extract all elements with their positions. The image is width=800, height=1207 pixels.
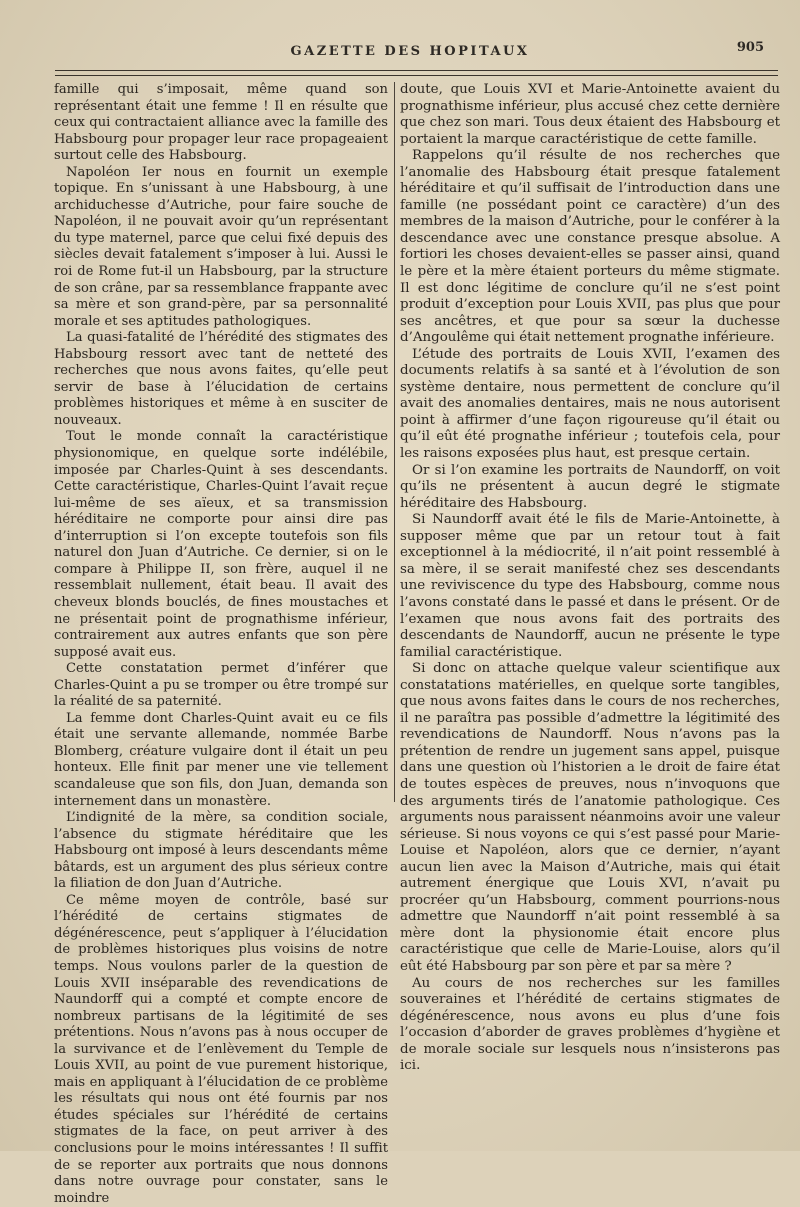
paragraph: Si Naundorff avait été le fils de Marie-Antoinette, à supposer même que par un retour tout à fait exceptionnel à la médiocrité, il n’ait point ressemblé à sa mère, il se serait manifesté chez ses descendants une reviviscence du type des Habsbourg, comme nous l’avons constaté dans le passé et dans le présent. Or de l’examen que nous avons fait des portraits des descendants de Naundorff, aucun ne présente le type familial caractéristique.	[400, 512, 780, 660]
paragraph: famille qui s’imposait, même quand son représentant était une femme ! Il en résulte que ceux qui contractaient alliance avec la famille des Habsbourg pour propager leur race propageaient surtout celle des Habsbourg.	[54, 82, 388, 164]
left-column	[54, 82, 388, 1207]
paragraph: L’étude des portraits de Louis XVII, l’examen des documents relatifs à sa santé et à l’évolution de son système dentaire, nous permettent de conclure qu’il avait des anomalies dentaires, mais ne nous autorisent point à affirmer d’une façon rigoureuse qu’il était ou qu’il eût été prognathe inférieur ; toutefois cela, pour les raisons exposées plus haut, est presque certain.	[400, 346, 780, 462]
header-rule-secondary	[55, 75, 778, 76]
paragraph: Or si l’on examine les portraits de Naundorff, on voit qu’ils ne présentent à aucun degré le stigmate héréditaire des Habsbourg.	[400, 462, 780, 511]
column-divider	[394, 82, 395, 802]
paragraph: Rappelons qu’il résulte de nos recherches que l’anomalie des Habsbourg était presque fatalement héréditaire et qu’il suffisait de l’introduction dans une famille (ne possédant point ce caractère) d’un des membres de la maison d’Autriche, pour le conférer à la descendance avec une constance presque absolue. A fortiori les choses devaient-elles se passer ainsi, quand le père et la mère étaient porteurs du même stigmate. Il est donc légitime de conclure qu’il ne s’est point produit d’exception pour Louis XVII, pas plus que pour ses ancêtres, et que pour sa sœur la duchesse d’Angoulême qui était nettement prognathe inférieure.	[400, 148, 780, 346]
paragraph: Napoléon Ier nous en fournit un exemple topique. En s’unissant à une Habsbourg, à une archiduchesse d’Autriche, pour faire souche de Napoléon, il ne pouvait avoir qu’un représentant du type maternel, parce que celui fixé depuis des siècles devait fatalement s’imposer à lui. Aussi le roi de Rome fut-il un Habsbourg, par la structure de son crâne, par sa ressemblance frappante avec sa mère et son grand-père, par sa personnalité morale et ses aptitudes pathologiques.	[54, 164, 388, 329]
right-column	[400, 82, 780, 1075]
paragraph: Cette constatation permet d’inférer que Charles-Quint a pu se tromper ou être trompé sur la réalité de sa paternité.	[54, 661, 388, 710]
paragraph: La quasi-fatalité de l’hérédité des stigmates des Habsbourg ressort avec tant de netteté des recherches que nous avons faites, qu’elle peut servir de base à l’élucidation de certains problèmes historiques et même à en susciter de nouveaux.	[54, 330, 388, 428]
page-number: 905	[736, 40, 764, 55]
paragraph: L’indignité de la mère, sa condition sociale, l’absence du stigmate héréditaire que les Habsbourg ont imposé à leurs descendants même bâtards, est un argument des plus sérieux contre la filiation de don Juan d’Autriche.	[54, 810, 388, 892]
paragraph: doute, que Louis XVI et Marie-Antoinette avaient du prognathisme inférieur, plus accusé chez cette dernière que chez son mari. Tous deux étaient des Habsbourg et portaient la marque caractéristique de cette famille.	[400, 82, 780, 147]
header-rule	[55, 70, 778, 71]
paragraph: Ce même moyen de contrôle, basé sur l’hérédité de certains stigmates de dégénérescence, peut s’appliquer à l’élucidation de problèmes historiques plus voisins de notre temps. Nous voulons parler de la question de Louis XVII inséparable des revendications de Naundorff qui a compté et compte encore de nombreux partisans de la légitimité de ses prétentions. Nous n’avons pas à nous occuper de la survivance et de l’enlèvement du Temple de Louis XVII, au point de vue purement historique, mais en appliquant à l’élucidation de ce problème les résultats qui nous ont été fournis par nos études spéciales sur l’hérédité de certains stigmates de la face, on peut arriver à des conclusions pour le moins intéressantes ! Il suffit de se reporter aux portraits que nous donnons dans notre ouvrage pour constater, sans le moindre	[54, 892, 388, 1206]
paragraph: La femme dont Charles-Quint avait eu ce fils était une servante allemande, nommée Barbe Blomberg, créature vulgaire dont il était un peu honteux. Elle finit par mener une vie tellement scandaleuse que son fils, don Juan, demanda son internement dans un monastère.	[54, 710, 388, 809]
paragraph: Si donc on attache quelque valeur scientifique aux constatations matérielles, en quelque sorte tangibles, que nous avons faites dans le cours de nos recherches, il ne paraîtra pas possible d’admettre la légitimité des revendications de Naundorff. Nous n’avons pas la prétention de rendre un jugement sans appel, puisque dans une question où l’historien a le droit de faire état de toutes espèces de preuves, nous n’invoquons que des arguments tirés de l’anatomie pathologique. Ces arguments nous paraissent néanmoins avoir une valeur sérieuse. Si nous voyons ce qui s’est passé pour Marie-Louise et Napoléon, alors que ce dernier, n’ayant aucun lien avec la Maison d’Autriche, mais qui était autrement énergique que Louis XVI, n’avait pu procréer qu’un Habsbourg, comment pourrions-nous admettre que Naundorff n’ait point ressemblé à sa mère dont la physionomie était encore plus caractéristique que celle de Marie-Louise, alors qu’il eût été Habsbourg par son père et par sa mère ?	[400, 661, 780, 974]
paragraph: Tout le monde connaît la caractéristique physionomique, en quelque sorte indélébile, imposée par Charles-Quint à ses descendants. Cette caractéristique, Charles-Quint l’avait reçue lui-même de ses aïeux, et sa transmission héréditaire ne comporte pour ainsi dire pas d’interruption si l’on excepte toutefois son fils naturel don Juan d’Autriche. Ce dernier, si on le compare à Philippe II, son frère, auquel il ne ressemblait nullement, était beau. Il avait des cheveux blonds bouclés, de fines moustaches et ne présentait point de prognathisme inférieur, contrairement aux autres enfants que son père supposé avait eus.	[54, 429, 388, 660]
paragraph: Au cours de nos recherches sur les familles souveraines et l’hérédité de certains stigmates de dégénérescence, nous avons eu plus d’une fois l’occasion d’aborder de graves problèmes d’hygiène et de morale sociale sur lesquels nous n’insisterons pas ici.	[400, 975, 780, 1074]
page-header	[50, 38, 770, 66]
journal-title: GAZETTE DES HOPITAUX	[290, 44, 530, 59]
